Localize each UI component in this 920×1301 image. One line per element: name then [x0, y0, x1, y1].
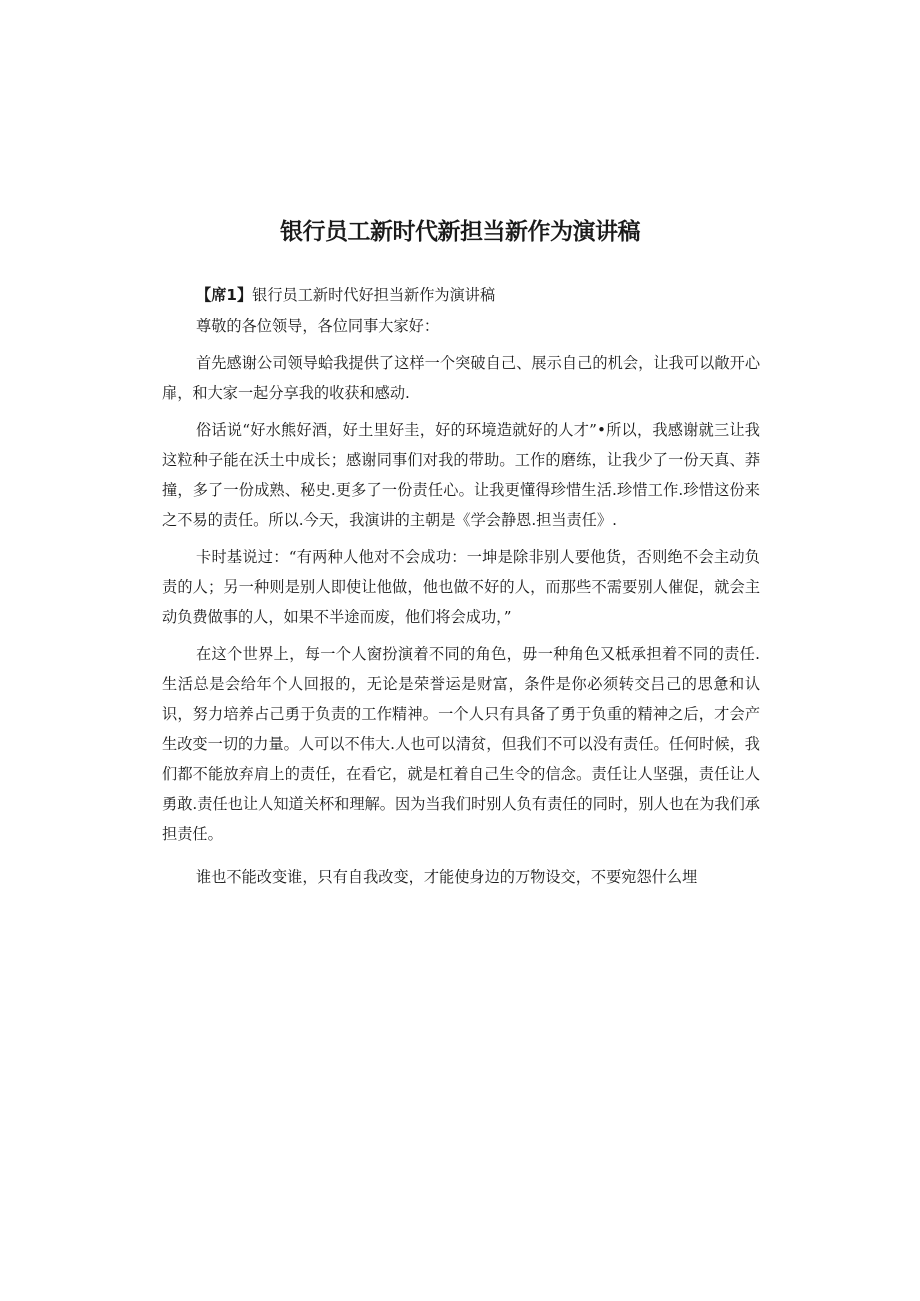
paragraph: 首先感谢公司领导蛤我提供了这样一个突破自己、展示自己的机会，让我可以敞开心扉，和大家一起分享我的收获和感动.: [162, 354, 760, 402]
paragraph: 卡时基说过：“有两种人他对不会成功：一坤是除非别人要他货，否则绝不会主动负责的人；另一种则是别人即使让他做，他也做不好的人，而那些不需要别人催促，就会主动负费做事的人，如果不半途而废，他们将会成功，”: [162, 548, 760, 626]
paragraph-prefix: 【席1】: [196, 286, 253, 304]
paragraph: 俗话说“好水熊好酒，好土里好圭，好的环境造就好的人才”•所以，我感谢就三让我这粒种子能在沃土中成长；感谢同事们对我的带助。工作的磨练，让我少了一份天真、莽撞，多了一份成熟、秘史.更多了一份责任心。让我更懂得珍惜生活.珍惜工作.珍惜这份来之不易的责任。所以.今天，我演讲的主朝是《学会静恩.担当责任》.: [162, 421, 760, 529]
paragraph-heading-text: 银行员工新时代好担当新作为演讲稿: [252, 286, 496, 304]
paragraph: 在这个世界上，每一个人窗扮演着不同的角色，毋一种角色又柢承担着不同的责任.生活总是会给年个人回报的，无论是荣誉运是财富，条件是你必须转交吕己的思惫和认识，努力培养占己勇于负责的工作精神。一个人只有具备了勇于负重的精神之后，才会产生改变一切的力量。人可以不伟大.人也可以清贫，但我们不可以没有责任。任何时候，我们都不能放弃肩上的责任，在看它，就是杠着自己生令的信念。责任让人坚强，责任让人勇敢.责任也让人知道关杯和理解。因为当我们时别人负有责任的同时，别人也在为我们承担责任。: [162, 645, 760, 843]
paragraph: 谁也不能改变谁，只有自我改变，才能使身边的万物设交，不要宛怨什么埋: [196, 868, 698, 886]
paragraph-greeting: 尊敬的各位领导，各位同事大家好：: [196, 317, 439, 335]
document-title: 银行员工新时代新担当新作为演讲稿: [280, 219, 640, 245]
document-body: [162, 280, 760, 892]
paragraph-heading: [162, 280, 760, 310]
